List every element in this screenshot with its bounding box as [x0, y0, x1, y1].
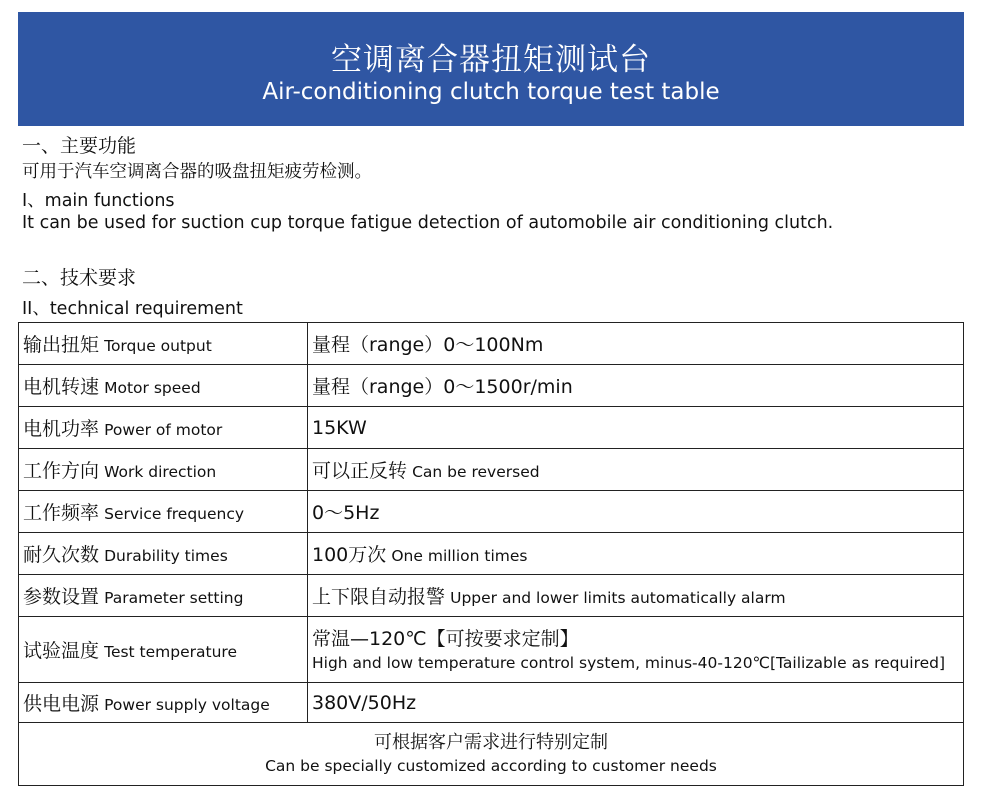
label-zh: 参数设置	[23, 586, 100, 608]
table-row	[19, 449, 964, 491]
table-row	[19, 533, 964, 575]
value-zh: 量程（range）0～1500r/min	[312, 376, 573, 398]
table-row	[19, 617, 964, 683]
spec-value	[308, 323, 964, 365]
table-row	[19, 491, 964, 533]
value-en: Can be reversed	[412, 463, 540, 481]
title-zh: 空调离合器扭矩测试台	[331, 42, 651, 78]
spec-label	[19, 323, 308, 365]
value-zh: 380V/50Hz	[312, 691, 417, 714]
label-zh: 耐久次数	[23, 544, 100, 566]
section1-heading-en: I、main functions	[22, 191, 175, 211]
spec-table	[18, 322, 964, 786]
section1-desc-zh: 可用于汽车空调离合器的吸盘扭矩疲劳检测。	[22, 162, 372, 182]
spec-value	[308, 407, 964, 449]
label-zh: 电机转速	[23, 376, 100, 398]
footer-note	[19, 723, 964, 786]
value-zh: 可以正反转	[312, 460, 408, 482]
spec-value	[308, 491, 964, 533]
table-row	[19, 365, 964, 407]
title-en: Air-conditioning clutch torque test table	[262, 79, 720, 105]
footer-note-zh: 可根据客户需求进行特别定制	[374, 732, 608, 753]
table-row	[19, 407, 964, 449]
spec-label	[19, 683, 308, 723]
label-en: Torque output	[104, 337, 212, 355]
label-en: Work direction	[104, 463, 217, 481]
label-en: Test temperature	[104, 643, 237, 661]
spec-label	[19, 407, 308, 449]
label-zh: 工作频率	[23, 502, 100, 524]
label-en: Parameter setting	[104, 589, 244, 607]
label-en: Durability times	[104, 547, 228, 565]
label-en: Power of motor	[104, 421, 223, 439]
value-en: High and low temperature control system, minus-40-120℃[Tailizable as required]	[312, 653, 946, 672]
spec-label	[19, 491, 308, 533]
value-zh: 0～5Hz	[312, 502, 380, 524]
value-zh: 100万次	[312, 544, 387, 566]
label-zh: 电机功率	[23, 418, 100, 440]
spec-value	[308, 365, 964, 407]
value-zh: 常温—120℃【可按要求定制】	[312, 627, 579, 650]
value-en: Upper and lower limits automatically alarm	[450, 589, 786, 607]
label-en: Service frequency	[104, 505, 245, 523]
value-zh: 上下限自动报警	[312, 586, 446, 608]
label-en: Motor speed	[104, 379, 201, 397]
section2-heading-zh: 二、技术要求	[22, 267, 137, 289]
label-zh: 试验温度	[23, 640, 100, 662]
spec-label	[19, 365, 308, 407]
label-en: Power supply voltage	[104, 696, 270, 714]
section1-desc-en: It can be used for suction cup torque fatigue detection of automobile air conditioning clutch.	[22, 213, 834, 233]
section2-heading-en: II、technical requirement	[22, 299, 243, 319]
footer-row	[19, 723, 964, 786]
value-en: One million times	[391, 547, 528, 565]
label-zh: 输出扭矩	[23, 334, 100, 356]
table-row	[19, 323, 964, 365]
spec-value	[308, 575, 964, 617]
title-banner	[18, 12, 964, 126]
section1-heading-zh: 一、主要功能	[22, 135, 137, 157]
value-zh: 15KW	[312, 416, 367, 439]
table-row	[19, 683, 964, 723]
spec-value	[308, 617, 964, 683]
label-zh: 供电电源	[23, 693, 100, 715]
spec-value	[308, 449, 964, 491]
footer-note-en: Can be specially customized according to customer needs	[265, 757, 717, 775]
spec-label	[19, 533, 308, 575]
value-zh: 量程（range）0～100Nm	[312, 334, 544, 356]
spec-value	[308, 683, 964, 723]
spec-label	[19, 575, 308, 617]
table-row	[19, 575, 964, 617]
spec-label	[19, 449, 308, 491]
spec-label	[19, 617, 308, 683]
spec-value	[308, 533, 964, 575]
label-zh: 工作方向	[23, 460, 100, 482]
